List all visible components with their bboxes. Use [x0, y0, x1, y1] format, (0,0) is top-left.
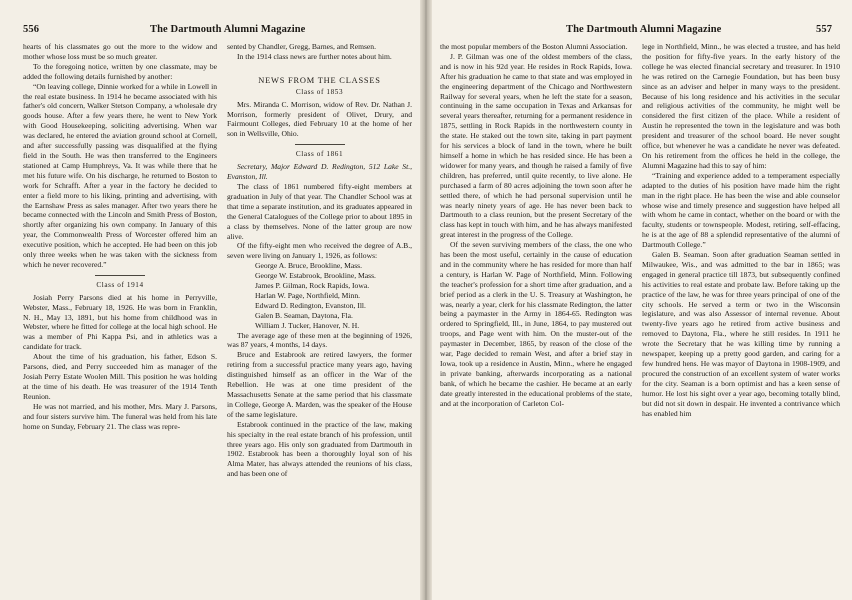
member-entry: William J. Tucker, Hanover, N. H. — [255, 320, 360, 330]
paragraph: Galen B. Seaman. Soon after graduation Seaman settled in Milwaukee, Wis., and was admitted to the bar in 1865; was engaged in general practice till 1873, but subsequently confined his activities to real estate and probate law. Before taking up the practice of the law, he was for three years principal of one of the city schools. He served a term or two in the Wisconsin legislature, and was also Assessor of internal revenue. About twenty-five years ago he retired from active business and removed to Daytona, Fla., where he still resides. In 1911 he wrote the Secretary that he was killing time by running a newspaper, keeping up a pretty good garden, and caring for a few hundred hens. He was mayor of Daytona in 1908-1909, and procured the construction of an excellent system of water works for the city. Seaman is a born optimist and has a keen sense of humor. He lost his sight over a year ago, becoming totally blind, but did not sit down in despair. He invented a contrivance which has enabled him — [642, 250, 840, 418]
paragraph: sented by Chandler, Gregg, Barnes, and Remsen. — [227, 42, 377, 51]
left-column-2 — [227, 42, 412, 479]
paragraph: He was not married, and his mother, Mrs. Mary J. Parsons, and four sisters survive him. The funeral was held from his late home on Sunday, February 21. The class was repre- — [23, 401, 217, 431]
paragraph: hearts of his classmates go out the more to the widow and mother whose loss must be so much greater. — [23, 42, 217, 61]
left-page — [0, 0, 424, 600]
paragraph: Mrs. Miranda C. Morrison, widow of Rev. Dr. Nathan J. Morrison, formerly president of Olivet, Drury, and Fairmount Colleges, died February 10 at the home of her son in Wellsville, Ohio. — [227, 99, 412, 139]
left-column-1 — [23, 42, 217, 431]
paragraph: The average age of these men at the beginning of 1926, was 87 years, 4 months, 14 days. — [227, 330, 412, 350]
page-number: 557 — [816, 24, 833, 35]
book-gutter — [420, 0, 432, 600]
right-column-1 — [440, 42, 632, 409]
member-entry: George A. Bruce, Brookline, Mass. — [255, 261, 362, 271]
paragraph: Of the fifty-eight men who received the degree of A.B., seven were living on January 1, 1926, as follows: — [227, 241, 412, 261]
section-heading: NEWS FROM THE CLASSES — [258, 75, 381, 85]
paragraph: To the foregoing notice, written by one classmate, may be added the following details furnished by another: — [23, 61, 217, 81]
secretary-line: Secretary, Major Edward D. Redington, 512 Lake St., Evanston, Ill. — [227, 162, 412, 182]
paragraph: the most popular members of the Boston Alumni Association. — [440, 42, 628, 51]
running-head: The Dartmouth Alumni Magazine — [150, 24, 306, 35]
member-entry: George W. Estabrook, Brookline, Mass. — [255, 271, 376, 281]
paragraph: The class of 1861 numbered fifty-eight members at graduation in July of that year. The Chandler School was at that time a separate institution, and its graduates appeared in the General Catalogues of the College prior to about 1895 in a class by themselves. None of the latter group are now alive. — [227, 181, 412, 241]
member-entry: Edward D. Redington, Evanston, Ill. — [255, 300, 366, 310]
paragraph: Estabrook continued in the practice of the law, making his specialty in the real estate branch of his profession, until three years ago. His only son graduated from Dartmouth in 1902. Estabrook has been a thoroughly loyal son of his Alma Mater, has always attended the reunions of his class, and has been one of — [227, 419, 412, 479]
class-heading: Class of 1914 — [96, 280, 144, 289]
paragraph: J. P. Gilman was one of the oldest members of the class, and is now in his 92d year. He resides in Rock Rapids, Iowa. After his graduation he came to that state and was employed in the engineering department of the Chicago and Northwestern Railway for several years, when he left the state for a season, continuing in the same occupation in Texas and Arkansas for several years thereafter, returning for a permanent residence in 1875, settling in Rock Rapids in the northwestern county in the state. He staked out the town site, taking in part payment for his services a block of land in the town, where he built himself a home in which he has resided since. He has been a widower for many years, and though he raised a family of five children, has preferred, until quite recently, to live alone. He purchased a farm of 80 acres adjoining the town soon after he settled there, of which he had personal supervision until he was nearly ninety years of age. He has never been back to Dartmouth to a class reunion, but the present Secretary of the class has kept in touch with him, and he has always manifested great interest in the progress of the College. — [440, 51, 632, 240]
member-entry: Galen B. Seaman, Daytona, Fla. — [255, 310, 353, 320]
paragraph: Of the seven surviving members of the class, the one who has been the most useful, certainly in the cause of education and in the community where he has resided for more than half a century, is Harlan W. Page of Northfield, Minn. Following the teacher's profession for a short time after graduation, and a brief period as a clerk in the U. S. Treasury at Washington, he was, nearly a year, clerk for his classmate Redington, the latter being a paymaster in the Army in 1864-65. Redington was ordered to Springfield, Ill., in June, 1864, to pay mustered out troops, and Page went with him. On the muster-out of the paymaster in December, 1865, by reason of the close of the war, Page decided to remain West, and after a brief stay in Iowa, took up a residence in Austin, Minn., where he engaged in private banking, afterwards incorporating as a national bank, of which he became the cashier. He became at an early date greatly interested in the educational problems of the state, and at the incorporation of Carleton Col- — [440, 240, 632, 408]
divider — [295, 144, 345, 145]
divider — [95, 275, 145, 276]
class-heading: Class of 1861 — [295, 150, 344, 159]
quoted-paragraph: “Training and experience added to a temperament especially adapted to the duties of his position have made him the right man in the right place. He has been the wise and able counselor whose wise and timely presence and suggestion have helped all with whom he came in contact, whether on the board or with the faculty, students or townspeople. Modest, retiring, self-effacing, he is at the age of 88 a splendid representative of the alumni of Dartmouth College.” — [642, 170, 840, 250]
right-column-2 — [642, 42, 840, 418]
paragraph: About the time of his graduation, his father, Edson S. Parsons, died, and Perry succeeded him as manager of the Josiah Perry Estate Woolen Mill. This position he was holding at the time of his death. He was treasurer of the 1914 Tenth Reunion. — [23, 352, 217, 401]
paragraph: Josiah Perry Parsons died at his home in Perryville, Webster, Mass., February 18, 1926. He was born in Franklin, N. H., May 13, 1891, but his home from childhood was in Webster, where he fitted for college at the local high school. He was a member of Phi Kappa Psi, and in athletics was a candidate for track. — [23, 292, 217, 352]
paragraph: In the 1914 class news are further notes about him. — [237, 51, 392, 61]
page-number: 556 — [23, 24, 40, 35]
running-head: The Dartmouth Alumni Magazine — [566, 24, 722, 35]
paragraph: Bruce and Estabrook are retired lawyers, the former retiring from a successful practice many years ago, having distinguished himself as an officer in the War of the Rebellion. He was at one time president of the Massachusetts Senate at the same period that his classmate in College, George A. Marden, was the speaker of the House of the same legislature. — [227, 350, 412, 419]
right-page — [428, 0, 852, 600]
quoted-paragraph: “On leaving college, Dinnie worked for a while in Lowell in the real estate business. In 1914 he became associated with his father's old concern, Walker Stetson Company, a wholesale dry goods house. After a few years there, he went to New York with Good Housekeeping, soliciting advertising. When war was declared, he entered the aviation ground school at Cornell, and after successfully passing was disqualified at the flying field in the South. He was then transferred to the Engineers stationed at Camp Humphreys, Va. It was while there that he met his future wife. On his discharge, he returned to Boston to work for Schrafft. After a year in the factory he decided to enter a field more to his liking, printing and advertising, with the Earnshaw Press as sales manager. After two years there he became connected with the Lincoln and Smith Press of Boston, shortly after organizing his own company. In January of this year, the Commonwealth Press of Worcester offered him an executive position, which he accepted. He had been on this job only three weeks when he was taken with the sickness from which he never recovered.” — [23, 81, 217, 269]
member-entry: James P. Gilman, Rock Rapids, Iowa. — [255, 281, 370, 291]
member-entry: Harlan W. Page, Northfield, Minn. — [255, 290, 361, 300]
paragraph: lege in Northfield, Minn., he was elected a trustee, and has held the position for fifty-five years. In the early history of the college he was elected financial secretary and treasurer. In 1910 he was retired on the Carnegie Foundation, but has been busy since as an adviser and helper in many ways to the president. Because of his long residence and his activities in the secular and religious activities of the community, he might well be considered the first citizen of the place. While a resident of Austin he represented the town in the legislature and was both president and treasurer of the school board. He never sought office, but whenever he was a candidate he never was defeated. On his retirement from the offices he held in the college, the Alumni Magazine had this to say of him: — [642, 42, 840, 170]
class-heading: Class of 1853 — [295, 87, 344, 96]
